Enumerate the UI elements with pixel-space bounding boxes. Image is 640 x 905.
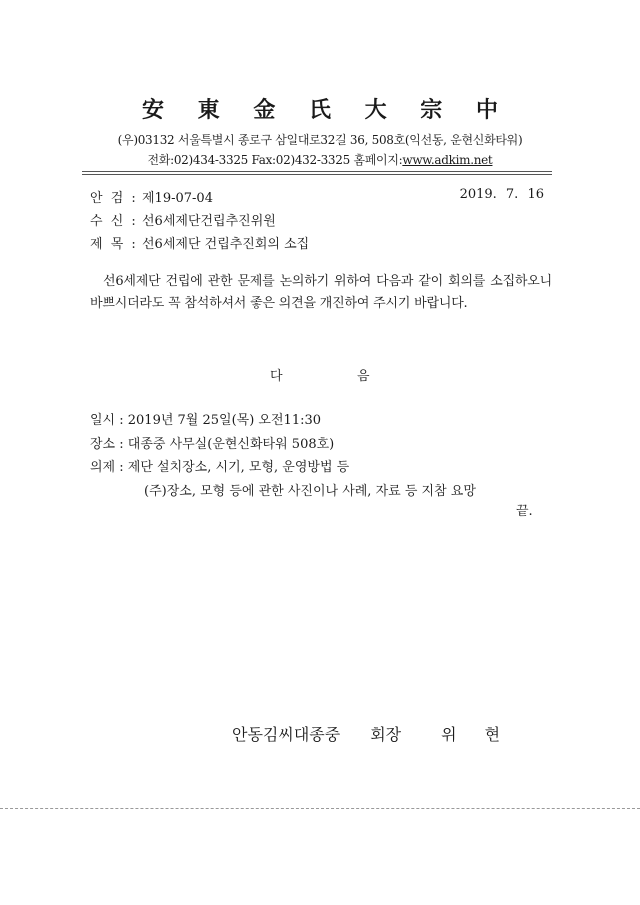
meeting-datetime: 일시 : 2019년 7월 25일(목) 오전11:30 [90, 413, 322, 428]
signature-name-first: 위 [441, 725, 457, 744]
signature-position: 회장 [370, 725, 402, 744]
doc-number-row [90, 187, 213, 206]
heading-da: 다 [270, 369, 283, 384]
doc-date: 2019. 7. 16 [459, 187, 544, 202]
recipient: 선6세제단건립추진위원 [142, 214, 276, 229]
subject: 선6세제단 건립추진회의 소집 [142, 237, 310, 252]
subject-label: 제 목 : [90, 237, 138, 252]
letterhead-title: 安 東 金 氏 大 宗 中 [142, 97, 511, 123]
end-mark: 끝. [516, 504, 533, 519]
page-fold-line [0, 808, 640, 809]
header-rule-bottom [82, 174, 552, 175]
signature-line [232, 722, 500, 745]
signature-name-last: 현 [484, 725, 501, 744]
recipient-row [90, 210, 276, 229]
letterhead-address: (우)03132 서울특별시 종로구 삼일대로32길 36, 508호(익선동, 운현신화타워) [117, 133, 523, 147]
recipient-label: 수 신 : [90, 214, 138, 229]
doc-number-label: 안 검 : [90, 191, 138, 206]
body-paragraph: 선6세제단 건립에 관한 문제를 논의하기 위하여 다음과 같이 회의를 소집하오니 바쁘시더라도 꼭 참석하셔서 좋은 의견을 개진하여 주시기 바랍니다. [90, 274, 552, 311]
letterhead-contact [0, 151, 640, 168]
signature-org: 안동김씨대종중 [232, 725, 341, 744]
contact-phone-fax: 전화:02)434-3325 Fax:02)432-3325 홈페이지: [147, 153, 403, 167]
meeting-note: (주)장소, 모형 등에 관한 사진이나 사례, 자료 등 지참 요망 [144, 484, 476, 499]
doc-number: 제19-07-04 [142, 191, 213, 206]
heading-eum: 음 [357, 369, 370, 384]
meeting-agenda: 의제 : 제단 설치장소, 시기, 모형, 운영방법 등 [90, 460, 350, 475]
website-link[interactable]: www.adkim.net [402, 153, 493, 167]
header-rule-top [82, 171, 552, 172]
meeting-place: 장소 : 대종중 사무실(운현신화타워 508호) [90, 437, 335, 452]
subject-row [90, 233, 309, 252]
